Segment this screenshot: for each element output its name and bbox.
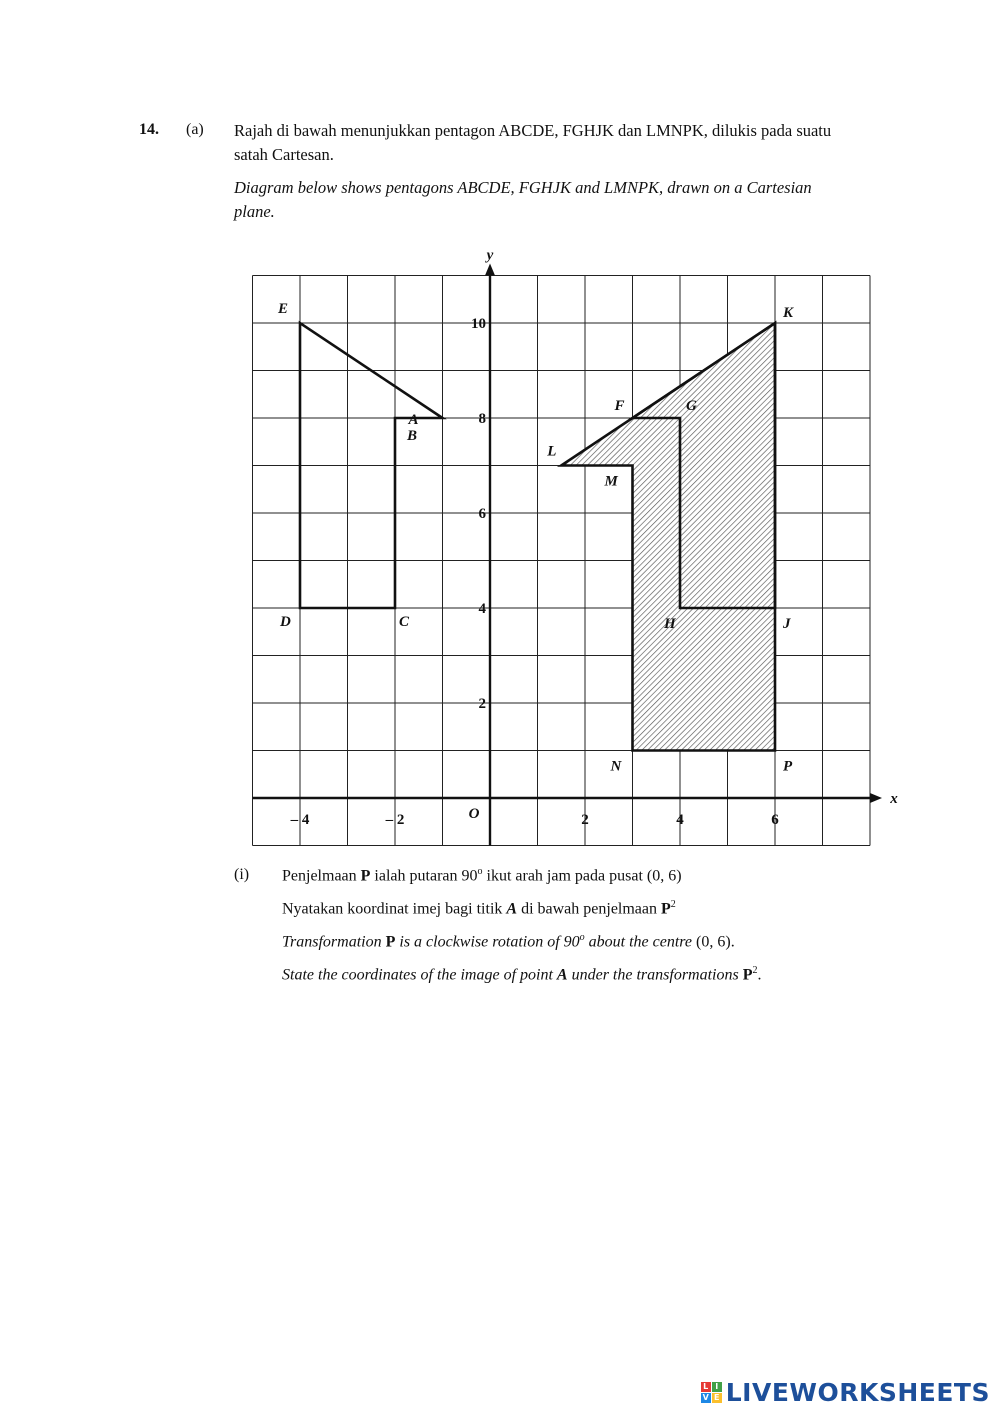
text: (0, 6). <box>696 933 735 951</box>
text: State the coordinates of the image of point <box>282 966 557 984</box>
degree-sign: o <box>579 932 585 943</box>
exponent: 2 <box>670 899 676 910</box>
x-tick-label: 4 <box>676 812 684 828</box>
transformation-symbol: P <box>742 966 753 984</box>
text: di bawah penjelmaan <box>517 900 662 918</box>
vertex-label-p: P <box>783 758 793 775</box>
labels <box>277 248 898 829</box>
y-tick-label: 2 <box>478 696 486 712</box>
sub-question-english-line2 <box>282 965 762 984</box>
transformation-symbol: P <box>360 867 371 885</box>
vertex-label-h: H <box>664 616 676 632</box>
y-tick-label: 4 <box>478 601 486 617</box>
point-symbol: A <box>556 966 568 984</box>
x-tick-label: – 4 <box>290 812 310 828</box>
sub-question-english-line1 <box>282 932 735 951</box>
x-tick-label: 6 <box>771 812 779 828</box>
question-text-malay-line2: satah Cartesan. <box>234 145 334 164</box>
degree-sign: o <box>477 866 483 877</box>
text: Nyatakan koordinat imej bagi titik <box>282 900 507 918</box>
text: about the centre <box>584 933 697 951</box>
sub-question-malay-line1 <box>282 866 682 885</box>
question-text-english-line2: plane. <box>234 202 275 221</box>
question-number: 14. <box>139 121 159 138</box>
x-axis-arrow-icon <box>870 793 882 803</box>
origin-label: O <box>468 806 480 822</box>
grid <box>253 276 871 846</box>
logo-letter: I <box>712 1382 722 1392</box>
text: is a clockwise rotation of 90 <box>395 933 580 951</box>
pentagon-lmnpk-shading <box>561 323 775 751</box>
text: ialah putaran 90 <box>370 867 478 885</box>
transformation-symbol: P <box>661 900 671 918</box>
liveworksheets-footer <box>701 1378 990 1407</box>
vertex-label-d: D <box>280 614 291 630</box>
sub-question-malay-line2 <box>282 899 676 918</box>
vertex-label-a: A <box>408 412 419 428</box>
vertex-label-b: B <box>407 428 418 444</box>
question-text-malay-line1: Rajah di bawah menunjukkan pentagon ABCDE, FGHJK dan LMNPK, dilukis pada suatu <box>234 121 832 140</box>
question-text-english-line1: Diagram below shows pentagons ABCDE, FGHJK and LMNPK, drawn on a Cartesian <box>234 178 812 197</box>
sub-question-number: (i) <box>234 866 250 883</box>
logo-letter: E <box>712 1393 722 1403</box>
vertex-label-m: M <box>604 473 618 490</box>
text: Transformation <box>282 933 386 951</box>
vertex-label-e: E <box>278 301 289 317</box>
transformation-symbol: P <box>385 933 396 951</box>
y-tick-label: 6 <box>478 506 486 522</box>
liveworksheets-logo-icon <box>701 1382 722 1403</box>
vertex-label-n: N <box>610 758 622 775</box>
liveworksheets-brand: LIVEWORKSHEETS <box>725 1378 990 1407</box>
text: Penjelmaan <box>282 867 361 885</box>
y-tick-label: 10 <box>471 316 486 332</box>
y-axis-label: y <box>486 247 494 264</box>
question-part: (a) <box>186 121 204 138</box>
text: under the transformations <box>567 966 743 984</box>
text: . <box>757 966 762 984</box>
y-axis-arrow-icon <box>485 264 495 276</box>
exponent: 2 <box>752 965 758 976</box>
vertex-label-f: F <box>614 398 625 414</box>
vertex-label-j: J <box>783 616 791 632</box>
x-axis-label: x <box>890 791 898 807</box>
x-tick-label: – 2 <box>385 812 405 828</box>
text: ikut arah jam pada pusat (0, 6) <box>482 867 682 885</box>
x-tick-label: 2 <box>581 812 589 828</box>
vertex-label-g: G <box>686 398 697 414</box>
logo-letter: L <box>701 1382 711 1392</box>
vertex-label-l: L <box>547 443 557 460</box>
logo-letter: V <box>702 1393 709 1402</box>
point-symbol: A <box>506 900 518 918</box>
vertex-label-c: C <box>399 614 410 630</box>
y-tick-label: 8 <box>478 411 486 427</box>
vertex-label-k: K <box>783 305 794 321</box>
